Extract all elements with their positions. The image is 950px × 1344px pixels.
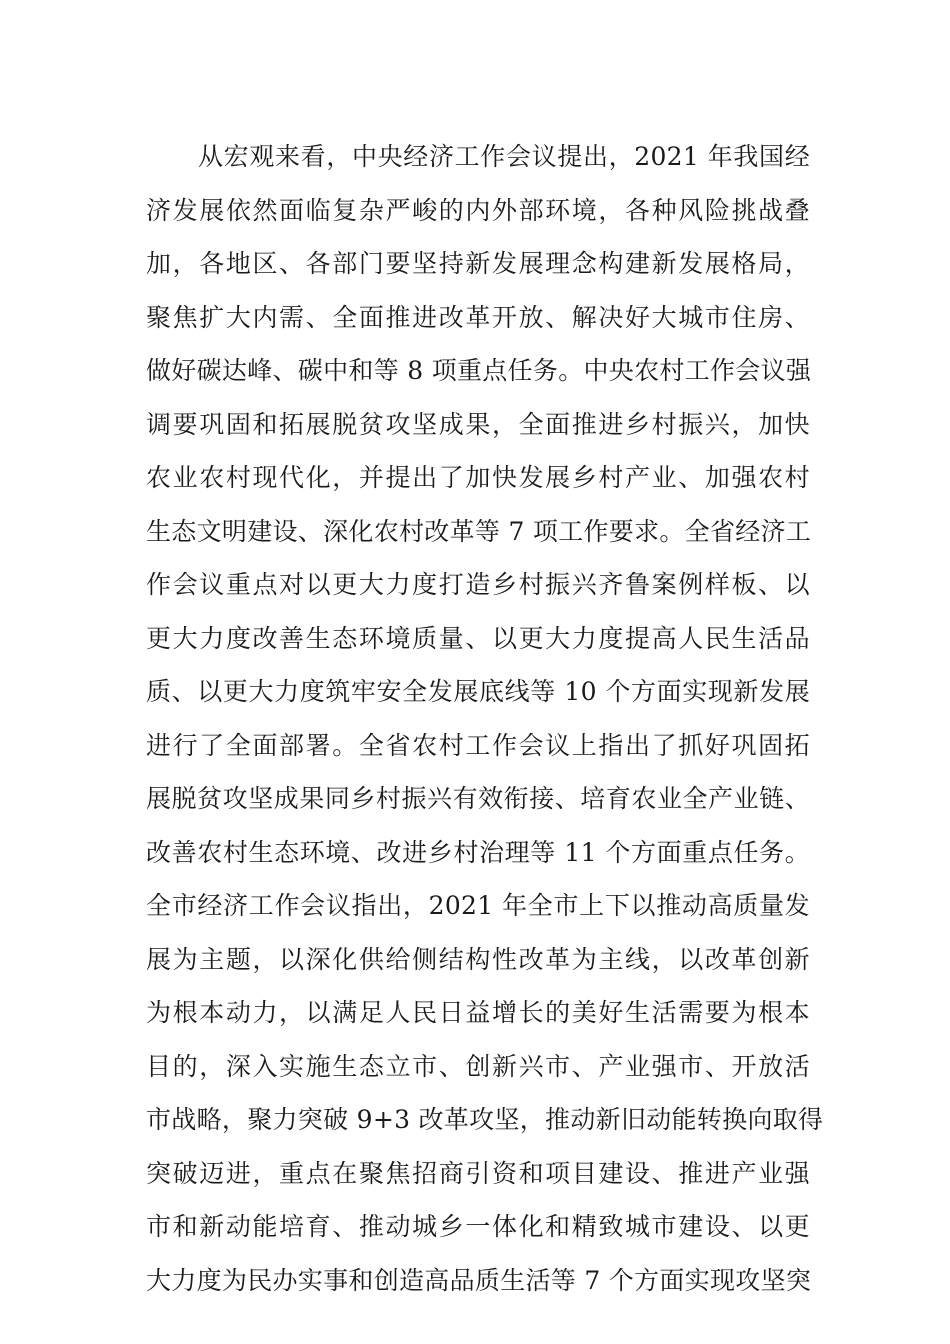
text-line: 进行了全面部署。全省农村工作会议上指出了抓好巩固拓 bbox=[146, 730, 810, 760]
text-line: 展为主题，以深化供给侧结构性改革为主线，以改革创新 bbox=[146, 944, 810, 974]
text-line: 市和新动能培育、推动城乡一体化和精致城市建设、以更 bbox=[146, 1212, 810, 1241]
text-line: 突破迈进，重点在聚焦招商引资和项目建设、推进产业强 bbox=[146, 1158, 810, 1188]
text-line: 质、以更大力度筑牢安全发展底线等 10 个方面实现新发展 bbox=[146, 677, 810, 706]
text-line: 市战略，聚力突破 9+3 改革攻坚，推动新旧动能转换向取得 bbox=[146, 1105, 824, 1134]
text-line: 大力度为民办实事和创造高品质生活等 7 个方面实现攻坚突 bbox=[146, 1265, 812, 1295]
text-line: 改善农村生态环境、改进乡村治理等 11 个方面重点任务。 bbox=[146, 837, 810, 867]
text-line: 从宏观来看，中央经济工作会议提出，2021 年我国经 bbox=[198, 142, 810, 171]
text-line: 目的，深入实施生态立市、创新兴市、产业强市、开放活 bbox=[146, 1051, 810, 1081]
text-line: 聚焦扩大内需、全面推进改革开放、解决好大城市住房、 bbox=[146, 302, 810, 332]
text-line: 调要巩固和拓展脱贫攻坚成果，全面推进乡村振兴，加快 bbox=[146, 409, 810, 439]
text-line: 济发展依然面临复杂严峻的内外部环境，各种风险挑战叠 bbox=[146, 195, 810, 225]
text-line: 更大力度改善生态环境质量、以更大力度提高人民生活品 bbox=[146, 623, 810, 653]
text-line: 做好碳达峰、碳中和等 8 项重点任务。中央农村工作会议强 bbox=[146, 356, 812, 385]
text-line: 作会议重点对以更大力度打造乡村振兴齐鲁案例样板、以 bbox=[146, 570, 810, 599]
text-line: 生态文明建设、深化农村改革等 7 项工作要求。全省经济工 bbox=[146, 516, 812, 546]
body-paragraph bbox=[146, 130, 824, 1307]
text-line: 农业农村现代化，并提出了加快发展乡村产业、加强农村 bbox=[146, 463, 810, 492]
text-line: 展脱贫攻坚成果同乡村振兴有效衔接、培育农业全产业链、 bbox=[146, 784, 810, 813]
text-line: 为根本动力，以满足人民日益增长的美好生活需要为根本 bbox=[146, 998, 810, 1027]
text-line: 全市经济工作会议指出，2021 年全市上下以推动高质量发 bbox=[146, 891, 810, 920]
text-line: 加，各地区、各部门要坚持新发展理念构建新发展格局， bbox=[146, 249, 810, 278]
